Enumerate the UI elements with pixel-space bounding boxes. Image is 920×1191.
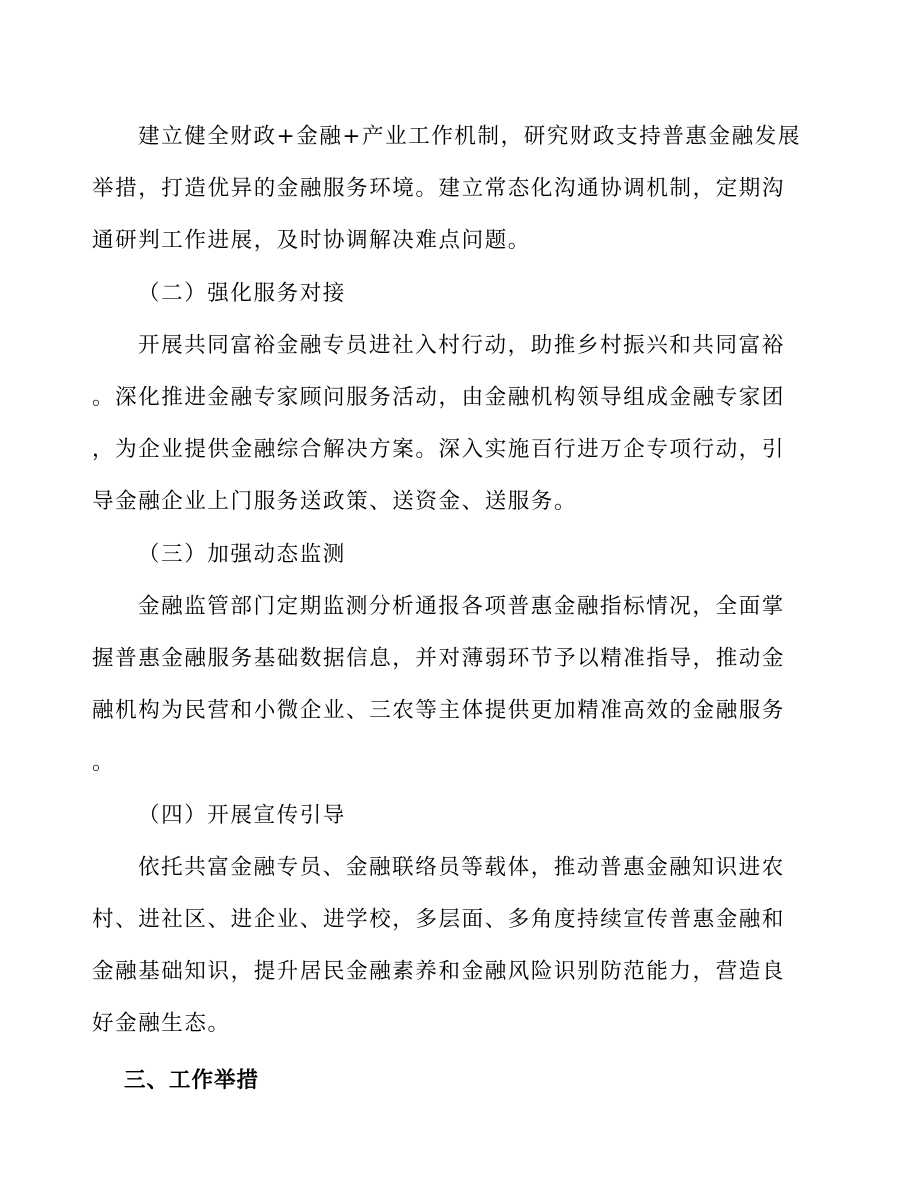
paragraph-3-line-4: 。 bbox=[92, 750, 116, 775]
paragraph-2-line-1: 开展共同富裕金融专员进社入村行动，助推乡村振兴和共同富裕 bbox=[138, 333, 785, 358]
paragraph-3-line-1: 金融监管部门定期监测分析通报各项普惠金融指标情况，全面掌 bbox=[138, 594, 785, 619]
paragraph-1-line-1: 建立健全财政+金融+产业工作机制，研究财政支持普惠金融发展 bbox=[138, 124, 801, 149]
paragraph-4-line-3: 金融基础知识，提升居民金融素养和金融风险识别防范能力，营造良 bbox=[92, 959, 786, 984]
paragraph-3-line-3: 融机构为民营和小微企业、三农等主体提供更加精准高效的金融服务 bbox=[92, 698, 786, 723]
paragraph-4-line-4: 好金融生态。 bbox=[92, 1011, 231, 1036]
chapter-heading-work-measures: 三、工作举措 bbox=[124, 1068, 260, 1093]
paragraph-3-line-2: 握普惠金融服务基础数据信息，并对薄弱环节予以精准指导，推动金 bbox=[92, 646, 786, 671]
paragraph-4-line-2: 村、进社区、进企业、进学校，多层面、多角度持续宣传普惠金融和 bbox=[92, 907, 786, 932]
paragraph-2-line-4: 导金融企业上门服务送政策、送资金、送服务。 bbox=[92, 489, 578, 514]
paragraph-1-line-3: 通研判工作进展，及时协调解决难点问题。 bbox=[92, 228, 531, 253]
section-heading-publicity: （四）开展宣传引导 bbox=[138, 803, 346, 828]
section-heading-dynamic-monitoring: （三）加强动态监测 bbox=[138, 542, 346, 567]
section-heading-strengthen-service: （二）强化服务对接 bbox=[138, 281, 346, 306]
paragraph-2-line-3: ，为企业提供金融综合解决方案。深入实施百行进万企专项行动，引 bbox=[92, 437, 786, 462]
paragraph-1-line-2: 举措，打造优异的金融服务环境。建立常态化沟通协调机制，定期沟 bbox=[92, 176, 786, 201]
paragraph-4-line-1: 依托共富金融专员、金融联络员等载体，推动普惠金融知识进农 bbox=[138, 855, 785, 880]
paragraph-2-line-2: 。深化推进金融专家顾问服务活动，由金融机构领导组成金融专家团 bbox=[92, 385, 786, 410]
